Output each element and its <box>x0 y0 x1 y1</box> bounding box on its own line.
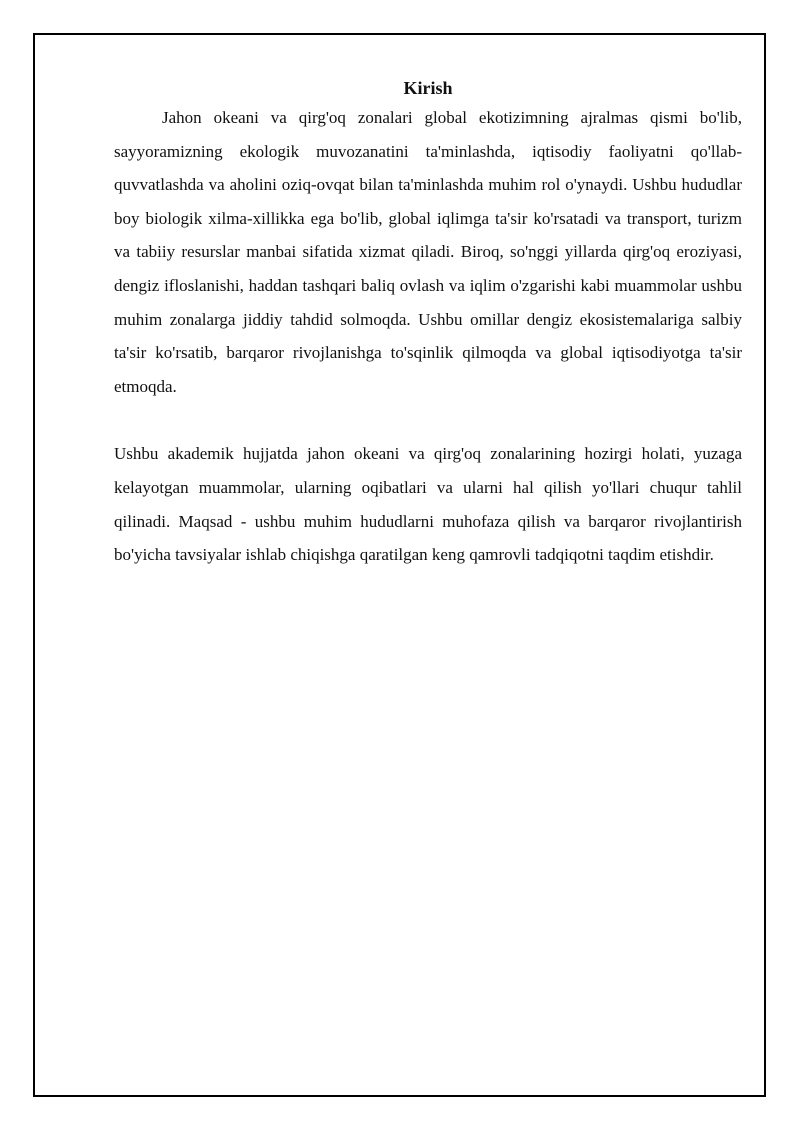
document-title: Kirish <box>403 78 453 98</box>
paragraph-intro: Jahon okeani va qirg'oq zonalari global ekotizimning ajralmas qismi bo'lib, sayyoramizning ekologik muvozanatini ta'minlashda, iqtisodiy faoliyatni qo'llab-quvvatlashda va aholini oziq-ovqat bilan ta'minlashda muhim rol o'ynaydi. Ushbu hududlar boy biologik xilma-xillikka ega bo'lib, global iqlimga ta'sir ko'rsatadi va transport, turizm va tabiiy resurslar manbai sifatida xizmat qiladi. Biroq, so'nggi yillarda qirg'oq eroziyasi, dengiz ifloslanishi, haddan tashqari baliq ovlash va iqlim o'zgarishi kabi muammolar ushbu muhim zonalarga jiddiy tahdid solmoqda. Ushbu omillar dengiz ekosistemalariga salbiy ta'sir ko'rsatib, barqaror rivojlanishga to'sqinlik qilmoqda va global iqtisodiyotga ta'sir etmoqda. <box>114 108 742 396</box>
paragraph-purpose: Ushbu akademik hujjatda jahon okeani va qirg'oq zonalarining hozirgi holati, yuzaga kelayotgan muammolar, ularning oqibatlari va ularni hal qilish yo'llari chuqur tahlil qilinadi. Maqsad - ushbu muhim hududlarni muhofaza qilish va barqaror rivojlantirish bo'yicha tavsiyalar ishlab chiqishga qaratilgan keng qamrovli tadqiqotni taqdim etishdir. <box>114 444 742 565</box>
document-body <box>114 76 742 572</box>
